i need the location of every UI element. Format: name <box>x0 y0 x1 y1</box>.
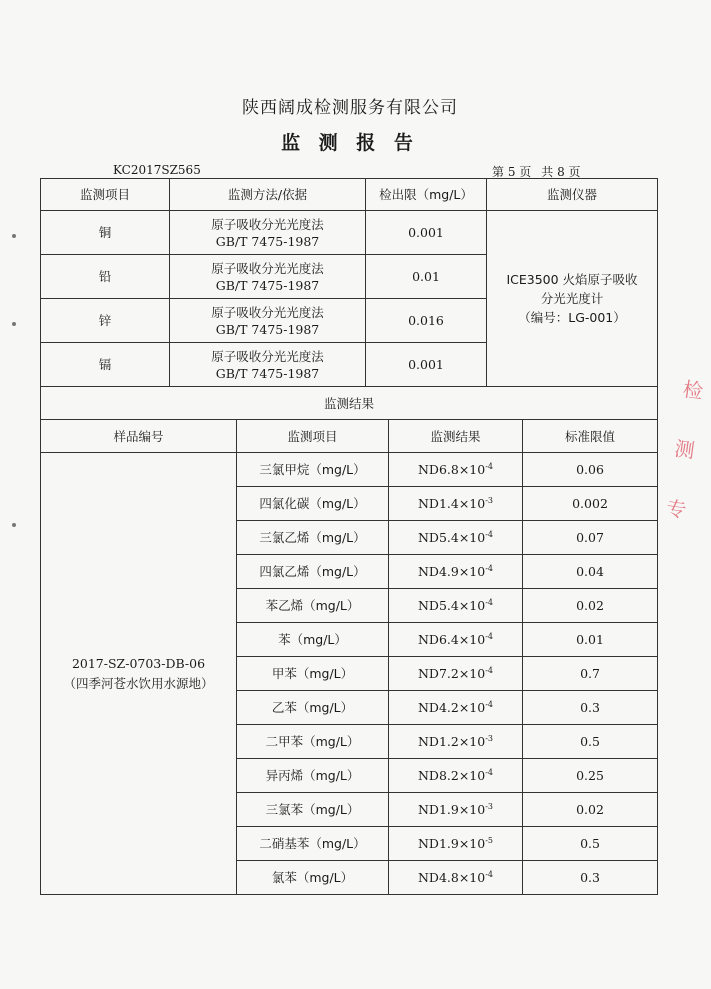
report-title: 监 测 报 告 <box>281 132 419 154</box>
method-name: 原子吸收分光光度法 <box>211 260 324 276</box>
header-item: 监测项目 <box>237 420 389 453</box>
result-limit: 0.02 <box>523 589 658 623</box>
method-standard: GB/T 7475-1987 <box>215 321 320 337</box>
result-value <box>389 827 523 861</box>
result-item: 氯苯（mg/L） <box>237 861 389 895</box>
result-base: ND5.4×10 <box>417 530 486 545</box>
result-limit: 0.07 <box>523 521 658 555</box>
result-item: 苯（mg/L） <box>237 623 389 657</box>
result-limit: 0.01 <box>523 623 658 657</box>
method-name: 原子吸收分光光度法 <box>211 348 324 364</box>
method-cell <box>170 211 366 255</box>
result-row <box>41 453 658 487</box>
result-item: 二硝基苯（mg/L） <box>237 827 389 861</box>
result-base: ND6.8×10 <box>417 462 486 477</box>
result-base: ND6.4×10 <box>417 632 486 647</box>
stamp-char: 检 <box>681 376 705 404</box>
result-limit: 0.25 <box>523 759 658 793</box>
results-table <box>40 386 658 895</box>
result-value <box>389 793 523 827</box>
result-value <box>389 589 523 623</box>
result-base: ND4.9×10 <box>417 564 486 579</box>
result-base: ND4.8×10 <box>417 870 486 885</box>
punch-hole-mark <box>12 523 16 527</box>
instrument-cell <box>487 211 658 387</box>
method-table-header <box>41 179 658 211</box>
result-exponent: -4 <box>485 768 493 777</box>
result-base: ND7.2×10 <box>417 666 486 681</box>
result-exponent: -4 <box>485 666 493 675</box>
seal-stamp-fragment <box>665 359 711 521</box>
result-exponent: -4 <box>485 530 493 539</box>
method-standard: GB/T 7475-1987 <box>215 365 320 381</box>
result-limit: 0.5 <box>523 827 658 861</box>
result-limit: 0.04 <box>523 555 658 589</box>
method-cell <box>170 343 366 387</box>
result-item: 四氯乙烯（mg/L） <box>237 555 389 589</box>
results-header <box>41 420 658 453</box>
method-cell <box>170 299 366 343</box>
header-result: 监测结果 <box>389 420 523 453</box>
result-exponent: -4 <box>485 632 493 641</box>
result-exponent: -4 <box>485 870 493 879</box>
header-standard-limit: 标准限值 <box>523 420 658 453</box>
result-base: ND1.9×10 <box>417 836 486 851</box>
method-limit: 0.016 <box>366 299 487 343</box>
result-value <box>389 623 523 657</box>
result-limit: 0.5 <box>523 725 658 759</box>
result-value <box>389 453 523 487</box>
page-number: 第 5 页 <box>492 165 532 179</box>
result-item: 三氯苯（mg/L） <box>237 793 389 827</box>
stamp-char: 专 <box>664 495 688 523</box>
method-limit: 0.001 <box>366 211 487 255</box>
company-name: 陕西阔成检测服务有限公司 <box>242 98 458 118</box>
method-standard: GB/T 7475-1987 <box>215 277 320 293</box>
result-exponent: -5 <box>485 836 493 845</box>
method-name: 原子吸收分光光度法 <box>211 304 324 320</box>
instrument-id: （编号：LG-001） <box>518 310 626 325</box>
result-item: 四氯化碳（mg/L） <box>237 487 389 521</box>
result-limit: 0.06 <box>523 453 658 487</box>
results-section-row <box>41 387 658 420</box>
result-item: 乙苯（mg/L） <box>237 691 389 725</box>
result-exponent: -4 <box>485 700 493 709</box>
page-total: 共 8 页 <box>541 165 581 179</box>
method-table <box>40 178 658 387</box>
punch-hole-mark <box>12 234 16 238</box>
result-item: 三氯甲烷（mg/L） <box>237 453 389 487</box>
sample-location: （四季河苍水饮用水源地） <box>63 675 214 691</box>
method-row <box>41 211 658 255</box>
header-sample-id: 样品编号 <box>41 420 237 453</box>
method-item: 铜 <box>41 211 170 255</box>
result-value <box>389 657 523 691</box>
result-value <box>389 487 523 521</box>
result-base: ND4.2×10 <box>417 700 486 715</box>
result-exponent: -4 <box>485 462 493 471</box>
sample-id: 2017-SZ-0703-DB-06 <box>71 655 206 671</box>
result-value <box>389 759 523 793</box>
results-section-title: 监测结果 <box>41 387 658 420</box>
result-exponent: -3 <box>485 734 493 743</box>
result-value <box>389 861 523 895</box>
result-limit: 0.7 <box>523 657 658 691</box>
method-item: 铅 <box>41 255 170 299</box>
result-exponent: -4 <box>485 598 493 607</box>
result-value <box>389 555 523 589</box>
punch-hole-mark <box>12 322 16 326</box>
result-exponent: -4 <box>485 564 493 573</box>
method-name: 原子吸收分光光度法 <box>211 216 324 232</box>
stamp-char: 测 <box>673 436 697 463</box>
result-base: ND8.2×10 <box>417 768 486 783</box>
result-item: 三氯乙烯（mg/L） <box>237 521 389 555</box>
header-item: 监测项目 <box>41 179 170 211</box>
method-item: 镉 <box>41 343 170 387</box>
sample-cell <box>41 453 237 895</box>
result-limit: 0.3 <box>523 861 658 895</box>
result-item: 苯乙烯（mg/L） <box>237 589 389 623</box>
result-base: ND5.4×10 <box>417 598 486 613</box>
instrument-name: ICE3500 火焰原子吸收 <box>506 272 638 287</box>
method-limit: 0.001 <box>366 343 487 387</box>
instrument-type: 分光光度计 <box>540 291 604 306</box>
method-item: 锌 <box>41 299 170 343</box>
method-cell <box>170 255 366 299</box>
report-number: KC2017SZ565 <box>113 163 201 177</box>
result-base: ND1.9×10 <box>417 802 486 817</box>
result-value <box>389 725 523 759</box>
header-method: 监测方法/依据 <box>170 179 366 211</box>
result-exponent: -3 <box>485 496 493 505</box>
result-base: ND1.4×10 <box>417 496 486 511</box>
result-limit: 0.02 <box>523 793 658 827</box>
result-limit: 0.3 <box>523 691 658 725</box>
header-detection-limit: 检出限（mg/L） <box>366 179 487 211</box>
result-item: 异丙烯（mg/L） <box>237 759 389 793</box>
result-item: 二甲苯（mg/L） <box>237 725 389 759</box>
header-instrument: 监测仪器 <box>487 179 658 211</box>
result-base: ND1.2×10 <box>417 734 486 749</box>
result-value <box>389 691 523 725</box>
result-exponent: -3 <box>485 802 493 811</box>
result-limit: 0.002 <box>523 487 658 521</box>
method-limit: 0.01 <box>366 255 487 299</box>
result-item: 甲苯（mg/L） <box>237 657 389 691</box>
result-value <box>389 521 523 555</box>
method-standard: GB/T 7475-1987 <box>215 233 320 249</box>
